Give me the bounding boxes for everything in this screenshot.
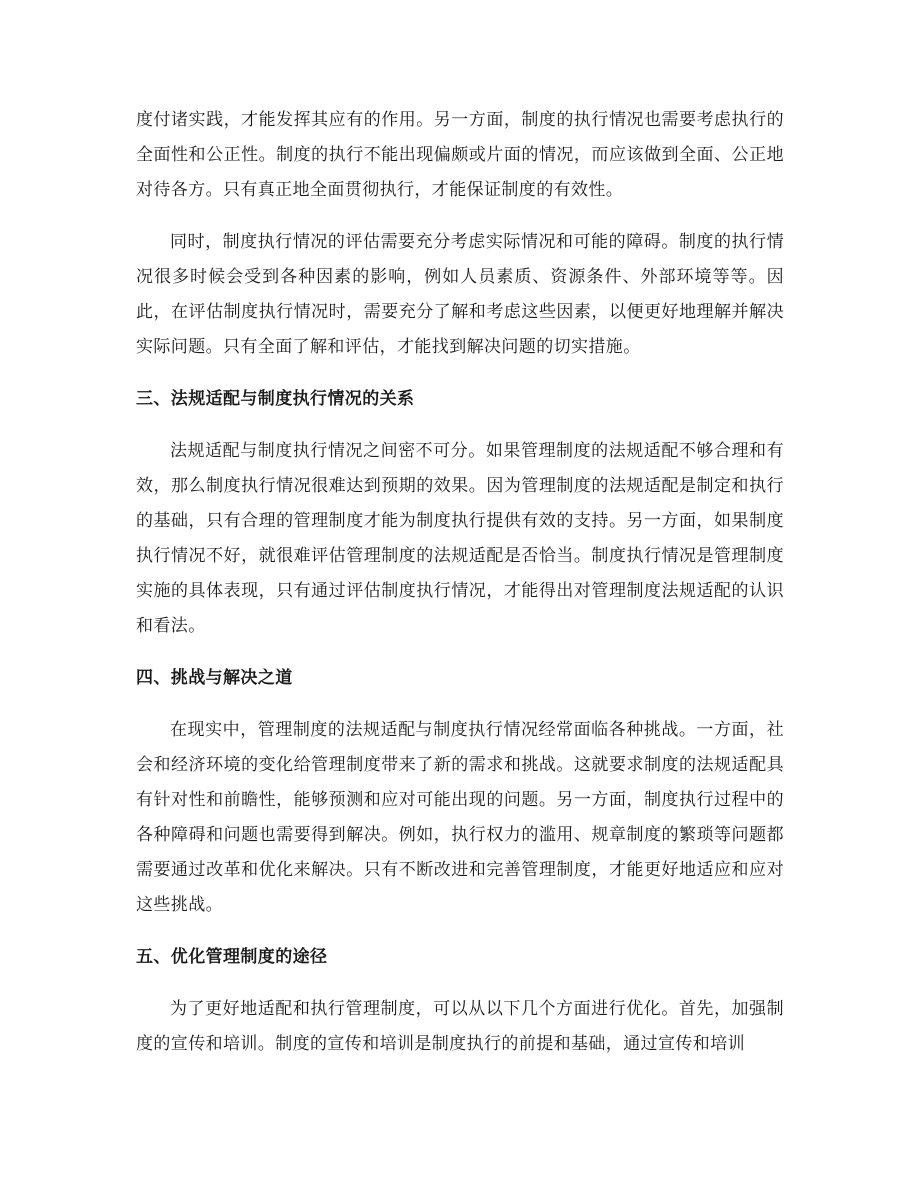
section-heading-5: 五、优化管理制度的途径 (136, 947, 328, 967)
paragraph-relationship: 法规适配与制度执行情况之间密不可分。如果管理制度的法规适配不够合理和有效，那么制度执行情况很难达到预期的效果。因为管理制度的法规适配是制定和执行的基础，只有合理的管理制度才能为制度执行提供有效的支持。另一方面，如果制度执行情况不好，就很难评估管理制度的法规适配是否恰当。制度执行情况是管理制度实施的具体表现，只有通过评估制度执行情况，才能得出对管理制度法规适配的认识和看法。 (136, 441, 784, 636)
section-heading-3: 三、法规适配与制度执行情况的关系 (136, 389, 415, 409)
paragraph-evaluation: 同时，制度执行情况的评估需要充分考虑实际情况和可能的障碍。制度的执行情况很多时候会受到各种因素的影响，例如人员素质、资源条件、外部环境等等。因此，在评估制度执行情况时，需要充分了解和考虑这些因素，以便更好地理解并解决实际问题。只有全面了解和评估，才能找到解决问题的切实措施。 (136, 232, 784, 357)
paragraph-continuation: 度付诸实践，才能发挥其应有的作用。另一方面，制度的执行情况也需要考虑执行的全面性和公正性。制度的执行不能出现偏颇或片面的情况，而应该做到全面、公正地对待各方。只有真正地全面贯彻执行，才能保证制度的有效性。 (136, 110, 784, 200)
paragraph-challenges: 在现实中，管理制度的法规适配与制度执行情况经常面临各种挑战。一方面，社会和经济环境的变化给管理制度带来了新的需求和挑战。这就要求制度的法规适配具有针对性和前瞻性，能够预测和应对可能出现的问题。另一方面，制度执行过程中的各种障碍和问题也需要得到解决。例如，执行权力的滥用、规章制度的繁琐等问题都需要通过改革和优化来解决。只有不断改进和完善管理制度，才能更好地适应和应对这些挑战。 (136, 720, 784, 915)
document-body (136, 103, 784, 1062)
paragraph-optimization: 为了更好地适配和执行管理制度，可以从以下几个方面进行优化。首先，加强制度的宣传和培训。制度的宣传和培训是制度执行的前提和基础，通过宣传和培训 (136, 999, 784, 1054)
section-heading-4: 四、挑战与解决之道 (136, 668, 293, 688)
